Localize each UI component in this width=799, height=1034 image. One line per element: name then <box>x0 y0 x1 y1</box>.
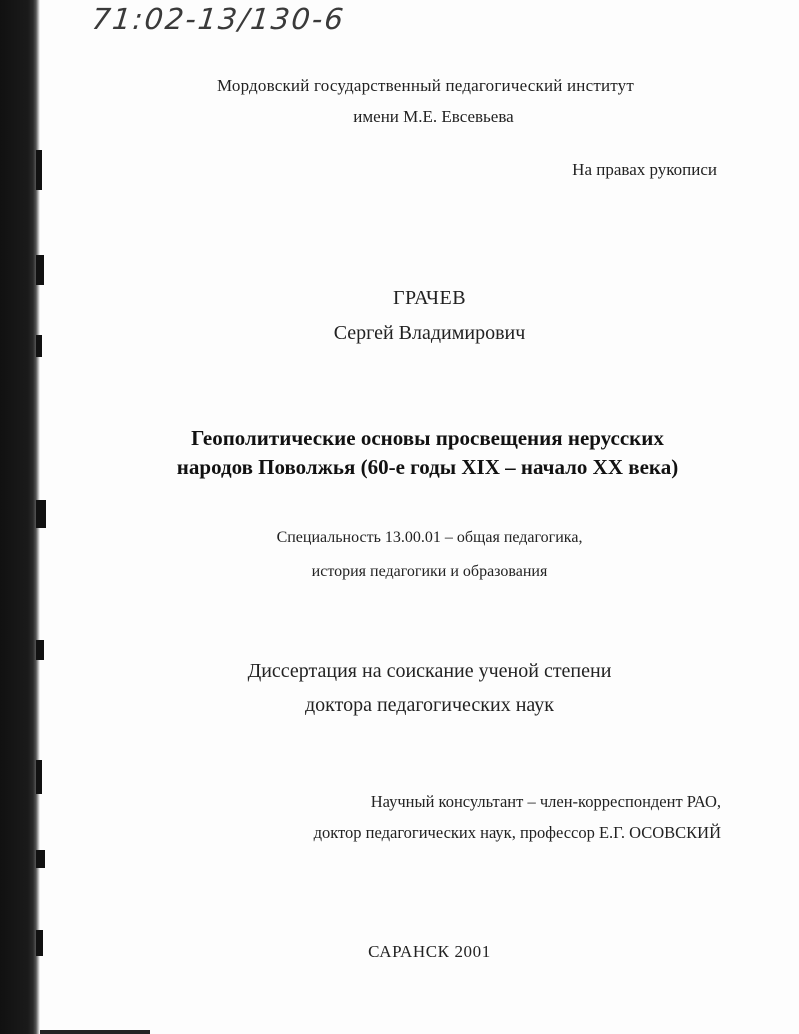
binding-notch <box>36 640 44 660</box>
degree-statement: Диссертация на соискание ученой степени <box>247 660 612 682</box>
institution-name: Мордовский государственный педагогический институт <box>216 76 635 95</box>
scientific-consultant: доктор педагогических наук, профессор Е.Г. ОСОВСКИЙ <box>313 823 721 842</box>
dissertation-title-line: Геополитические основы просвещения нерусских <box>191 426 664 450</box>
scan-bottom-strip <box>40 1030 150 1034</box>
manuscript-note: На правах рукописи <box>572 160 717 179</box>
author-surname: ГРАЧЕВ <box>392 287 467 309</box>
city-and-year: САРАНСК 2001 <box>368 942 491 961</box>
scan-binding-edge <box>0 0 40 1034</box>
binding-notch <box>36 255 44 285</box>
institution-dedication: имени М.Е. Евсевьева <box>353 107 514 126</box>
binding-notch <box>36 500 46 528</box>
binding-notch <box>36 760 42 794</box>
specialty-line: история педагогики и образования <box>311 563 548 580</box>
binding-notch <box>36 850 45 868</box>
binding-notch <box>36 150 42 190</box>
dissertation-title-line: народов Поволжья (60-е годы XIX – начало XX века) <box>176 455 679 479</box>
author-given-names: Сергей Владимирович <box>333 322 526 344</box>
scientific-consultant: Научный консультант – член-корреспондент РАО, <box>370 792 721 811</box>
specialty-line: Специальность 13.00.01 – общая педагогика, <box>276 529 583 546</box>
degree-statement: доктора педагогических наук <box>305 694 554 716</box>
archive-code: 71:02-13/130-6 <box>90 2 347 36</box>
